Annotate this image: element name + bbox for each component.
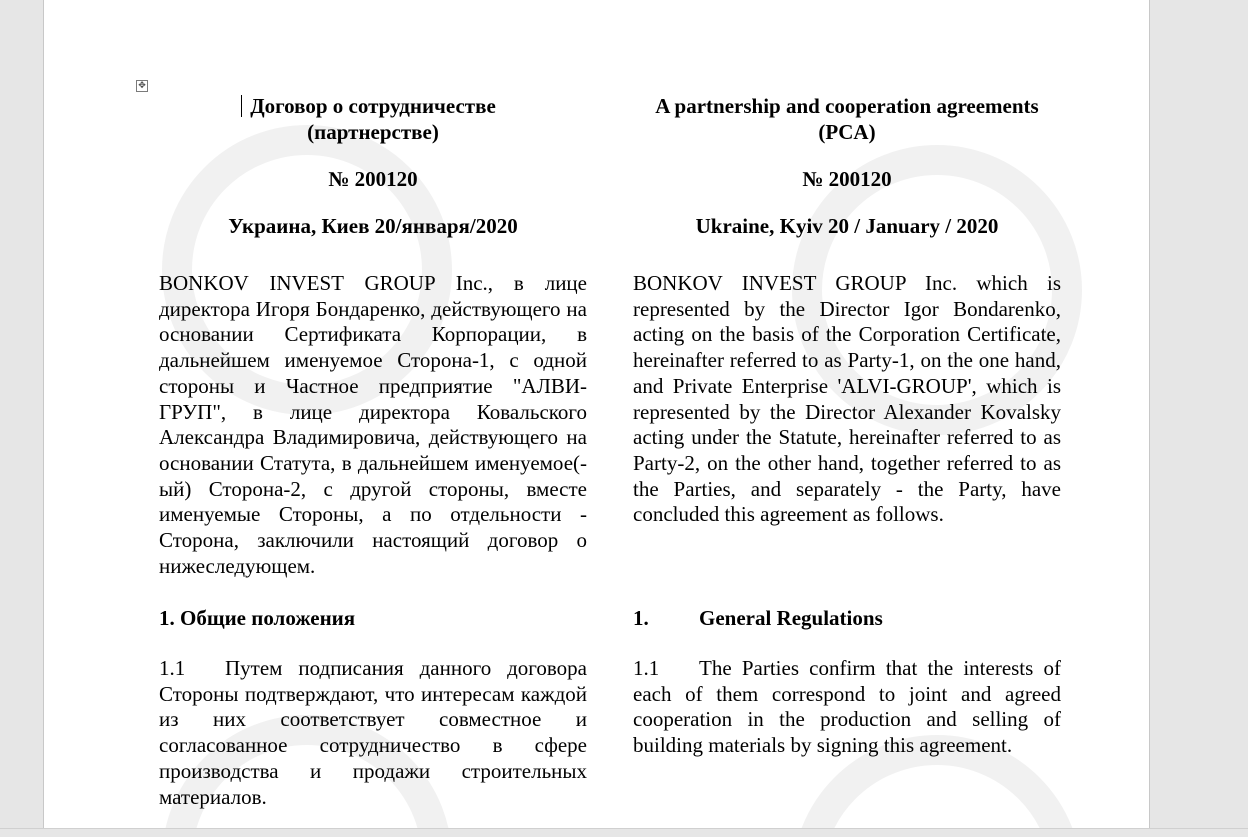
intro-paragraph-ru: BONKOV INVEST GROUP Inc., в лице директора Игоря Бондаренко, действующего на основании Сертификата Корпорации, в дальнейшем именуемое Сторона-1, с одной стороны и Частное предприятие "АЛВИ-ГРУП", в лице директора Ковальского Александра Владимировича, действующего на основании Статута, в дальнейшем именуемое(-ый) Сторона-2, с другой стороны, вместе именуемые Стороны, а по отдельности - Сторона, заключили настоящий договор о нижеследующем. (159, 271, 587, 578)
section-title: General Regulations (699, 606, 883, 630)
section-heading-en (633, 605, 883, 631)
intro-paragraph-en: BONKOV INVEST GROUP Inc. which is represented by the Director Igor Bondarenko, acting on the basis of the Corporation Certificate, hereinafter referred to as Party-1, on the one hand, and Private Enterprise 'ALVI-GROUP', which is represented by the Director Alexander Kovalsky acting under the Statute, hereinafter referred to as Party-2, on the other hand, together referred to as the Parties, and separately - the Party, have concluded this agreement as follows. (633, 271, 1061, 527)
section-heading-ru: 1. Общие положения (159, 606, 356, 630)
right-column-english (633, 93, 1061, 758)
clause-1-1-en (633, 656, 1061, 759)
contract-number-ru: № 200120 (328, 167, 418, 191)
contract-title-ru (159, 93, 587, 145)
title-line-1: A partnership and cooperation agreements (655, 94, 1039, 118)
clause-1-1-ru (159, 656, 587, 810)
place-date-ru: Украина, Киев 20/января/2020 (228, 214, 518, 238)
table-move-handle-icon[interactable]: ✥ (136, 80, 148, 92)
clause-number: 1.1 (633, 656, 660, 680)
place-date-en: Ukraine, Kyiv 20 / January / 2020 (695, 214, 999, 238)
left-column-russian (159, 93, 587, 809)
contract-number-en: № 200120 (802, 167, 892, 191)
clause-text: The Parties confirm that the interests of each of them correspond to joint and agreed cooperation in the production and selling of building materials by signing this agreement. (633, 656, 1061, 758)
contract-title-en (633, 93, 1061, 145)
document-page[interactable] (43, 0, 1150, 828)
clause-text: Путем подписания данного договора Стороны подтверждают, что интересам каждой из них соответствует совместное и согласованное сотрудничество в сфере производства и продажи строительных материалов. (159, 656, 587, 809)
title-line-2: (PCA) (818, 120, 876, 144)
title-line-1: Договор о сотрудничестве (250, 94, 496, 118)
title-line-2: (партнерстве) (307, 120, 439, 144)
section-number: 1. (633, 606, 649, 630)
clause-number: 1.1 (159, 656, 186, 680)
